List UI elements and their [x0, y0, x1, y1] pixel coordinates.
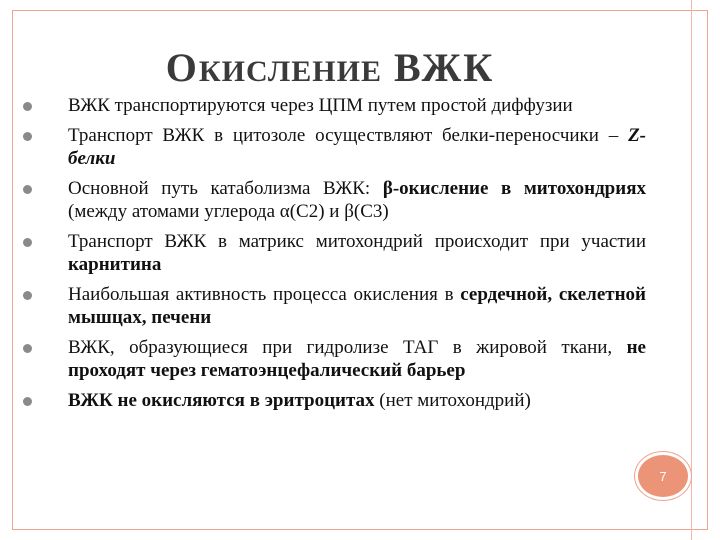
bullet-dot-icon — [23, 344, 32, 353]
bullet-text: (нет митохондрий) — [374, 390, 531, 411]
bullet-text: Транспорт ВЖК в матрикс митохондрий происходит при участии — [68, 231, 646, 252]
bullet-text: Наибольшая активность процесса окисления в — [68, 284, 461, 305]
bullet-list — [68, 94, 646, 419]
bullet-text: ВЖК, образующиеся при гидролизе ТАГ в жировой ткани, — [68, 337, 627, 358]
bullet-dot-icon — [23, 102, 32, 111]
bullet-dot-icon — [23, 132, 32, 141]
bullet-text: Z-белки — [68, 125, 646, 169]
bullet-dot-icon — [23, 291, 32, 300]
bullet-item — [68, 389, 646, 412]
bullet-item — [68, 94, 646, 117]
bullet-text: (между атомами углерода α(С2) и β(С3) — [68, 201, 389, 222]
title-rest: КИСЛЕНИЕ — [198, 55, 382, 88]
bullet-item — [68, 124, 646, 170]
bullet-text: сердечной, скелетной мышцах, печени — [68, 284, 646, 328]
title-tail: ВЖК — [381, 45, 495, 90]
bullet-text: Транспорт ВЖК в цитозоле осуществляют белки-переносчики – — [68, 125, 629, 146]
page-number: 7 — [659, 468, 667, 484]
bullet-text: β-окисление в митохондриях — [382, 178, 646, 199]
bullet-item — [68, 230, 646, 276]
bullet-item — [68, 336, 646, 382]
bullet-text: ВЖК транспортируются через ЦПМ путем простой диффузии — [68, 95, 573, 116]
bullet-text: Основной путь катаболизма ВЖК: — [68, 178, 383, 199]
bullet-text: карнитина — [68, 254, 162, 275]
bullet-dot-icon — [23, 185, 32, 194]
page-number-badge — [635, 452, 691, 500]
bullet-item — [68, 177, 646, 223]
slide-title — [0, 44, 660, 91]
bullet-text: не проходят через гематоэнцефалический барьер — [68, 337, 646, 381]
bullet-item — [68, 283, 646, 329]
slide-side-line — [691, 0, 692, 540]
title-lead: О — [165, 45, 199, 90]
bullet-text: ВЖК не окисляются в эритроцитах — [68, 390, 375, 411]
bullet-dot-icon — [23, 238, 32, 247]
bullet-dot-icon — [23, 397, 32, 406]
